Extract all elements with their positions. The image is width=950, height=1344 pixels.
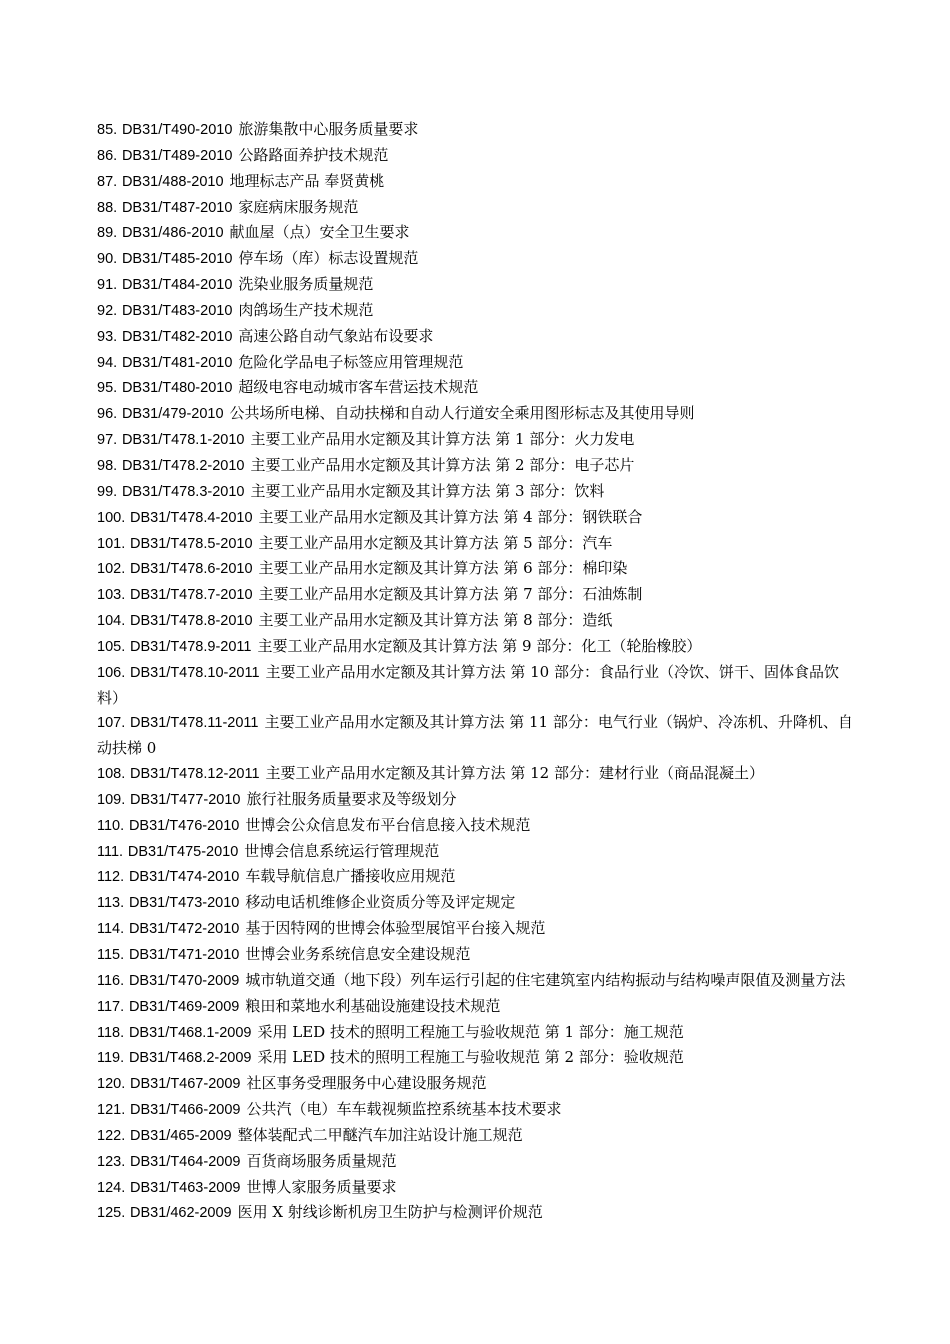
standard-title: 公共汽（电）车车载视频监控系统基本技术要求 [246, 1100, 562, 1119]
standard-title: 高速公路自动气象站布设要求 [238, 326, 434, 345]
standard-title: 主要工业产品用水定额及其计算方法 第 10 部分：食品行业（冷饮、饼干、固体食品饮料） [97, 662, 839, 707]
standard-title: 肉鸽场生产技术规范 [238, 300, 374, 319]
list-item [97, 761, 857, 787]
standard-title: 主要工业产品用水定额及其计算方法 第 12 部分：建材行业（商品混凝土） [265, 764, 764, 783]
standard-code: DB31/T480-2010 [121, 380, 233, 397]
standard-title: 主要工业产品用水定额及其计算方法 第 4 部分：钢铁联合 [258, 507, 643, 526]
standard-code: DB31/T471-2010 [128, 947, 240, 963]
list-item [97, 787, 857, 813]
standard-title: 整体装配式二甲醚汽车加注站设计施工规范 [237, 1125, 523, 1144]
list-item [97, 220, 857, 246]
standard-title: 旅行社服务质量要求及等级划分 [246, 789, 457, 808]
item-number: 122. [97, 1127, 126, 1144]
list-item [97, 427, 857, 453]
standard-code: DB31/T478.9-2011 [130, 638, 252, 655]
standard-title: 主要工业产品用水定额及其计算方法 第 3 部分：饮料 [250, 481, 605, 500]
standard-code: DB31/T478.4-2010 [130, 509, 253, 526]
standard-title: 洗染业服务质量规范 [238, 275, 374, 294]
standard-code: DB31/T478.8-2010 [130, 613, 253, 630]
standards-list [97, 117, 857, 1226]
item-number: 111. [97, 843, 124, 860]
item-number: 92. [97, 302, 118, 319]
item-number: 93. [97, 328, 118, 345]
standard-code: DB31/T467-2009 [130, 1076, 241, 1093]
item-number: 109. [97, 791, 126, 808]
list-item [97, 246, 857, 272]
item-number: 100. [97, 509, 126, 526]
item-number: 108. [97, 766, 126, 783]
item-number: 94. [97, 354, 118, 371]
standard-title: 地理标志产品 奉贤黄桃 [229, 171, 385, 190]
standard-code: DB31/T474-2010 [128, 869, 240, 886]
standard-code: DB31/T478.2-2010 [121, 457, 245, 474]
list-item [97, 556, 857, 582]
standard-code: DB31/T487-2010 [121, 199, 233, 216]
list-item [97, 634, 857, 660]
item-number: 96. [97, 406, 118, 423]
item-number: 101. [97, 535, 126, 552]
list-item [97, 324, 857, 350]
item-number: 91. [97, 277, 118, 294]
standard-code: DB31/T478.10-2011 [130, 664, 260, 681]
list-item [97, 1097, 857, 1123]
list-item [97, 582, 857, 608]
item-number: 90. [97, 251, 118, 268]
list-item [97, 479, 857, 505]
list-item [97, 839, 857, 865]
standard-title: 主要工业产品用水定额及其计算方法 第 8 部分：造纸 [258, 611, 613, 630]
list-item [97, 401, 857, 427]
standard-title: 主要工业产品用水定额及其计算方法 第 1 部分：火力发电 [250, 430, 635, 449]
standard-title: 主要工业产品用水定额及其计算方法 第 2 部分：电子芯片 [250, 455, 635, 474]
standard-title: 主要工业产品用水定额及其计算方法 第 5 部分：汽车 [258, 533, 613, 552]
item-number: 105. [97, 638, 126, 655]
item-number: 106. [97, 664, 126, 681]
standard-title: 超级电容电动城市客车营运技术规范 [238, 378, 479, 397]
list-item [97, 272, 857, 298]
item-number: 114. [97, 921, 125, 938]
standard-code: DB31/T473-2010 [128, 895, 240, 912]
list-item [97, 169, 857, 195]
list-item [97, 916, 857, 942]
standard-code: DB31/T463-2009 [130, 1179, 241, 1196]
standard-code: DB31/T478.7-2010 [130, 587, 253, 604]
list-item [97, 195, 857, 221]
list-item [97, 375, 857, 401]
standard-code: DB31/T478.12-2011 [130, 766, 260, 783]
standard-code: DB31/T478.5-2010 [130, 535, 253, 552]
standard-title: 医用 X 射线诊断机房卫生防护与检测评价规范 [237, 1203, 543, 1222]
standard-title: 采用 LED 技术的照明工程施工与验收规范 第 2 部分：验收规范 [257, 1048, 684, 1067]
item-number: 123. [97, 1153, 126, 1170]
item-number: 113. [97, 895, 125, 912]
standard-title: 主要工业产品用水定额及其计算方法 第 9 部分：化工（轮胎橡胶） [257, 636, 702, 655]
standard-title: 公路路面养护技术规范 [238, 145, 389, 164]
item-number: 107. [97, 715, 126, 732]
list-item [97, 1020, 857, 1046]
item-number: 99. [97, 483, 118, 500]
item-number: 120. [97, 1076, 126, 1093]
list-item [97, 1071, 857, 1097]
list-item [97, 1045, 857, 1071]
item-number: 112. [97, 869, 125, 886]
standard-title: 百货商场服务质量规范 [246, 1151, 397, 1170]
standard-code: DB31/T478.6-2010 [130, 561, 253, 578]
standard-code: DB31/T475-2010 [127, 843, 239, 860]
item-number: 86. [97, 147, 118, 164]
list-item [97, 1149, 857, 1175]
standard-code: DB31/479-2010 [121, 406, 224, 423]
item-number: 121. [97, 1102, 126, 1119]
standard-title: 公共场所电梯、自动扶梯和自动人行道安全乘用图形标志及其使用导则 [229, 404, 695, 423]
standard-title: 采用 LED 技术的照明工程施工与验收规范 第 1 部分：施工规范 [257, 1022, 684, 1041]
standard-title: 粮田和菜地水利基础设施建设技术规范 [245, 996, 501, 1015]
item-number: 95. [97, 380, 118, 397]
standard-code: DB31/T464-2009 [130, 1153, 241, 1170]
standard-code: DB31/T489-2010 [121, 147, 233, 164]
list-item [97, 710, 857, 761]
standard-code: DB31/T476-2010 [128, 817, 240, 834]
item-number: 115. [97, 947, 125, 963]
list-item [97, 505, 857, 531]
standard-title: 世博人家服务质量要求 [246, 1177, 397, 1196]
list-item [97, 890, 857, 916]
list-item [97, 1175, 857, 1201]
list-item [97, 994, 857, 1020]
item-number: 124. [97, 1179, 126, 1196]
standard-code: DB31/488-2010 [121, 173, 224, 190]
standard-title: 世博会业务系统信息安全建设规范 [245, 945, 471, 963]
item-number: 103. [97, 587, 126, 604]
item-number: 118. [97, 1024, 125, 1041]
standard-title: 城市轨道交通（地下段）列车运行引起的住宅建筑室内结构振动与结构噪声限值及测量方法 [245, 970, 846, 989]
standard-code: DB31/T472-2010 [128, 921, 240, 938]
standard-code: DB31/T482-2010 [121, 328, 233, 345]
list-item [97, 117, 857, 143]
standard-title: 社区事务受理服务中心建设服务规范 [246, 1074, 487, 1093]
standard-title: 主要工业产品用水定额及其计算方法 第 7 部分：石油炼制 [258, 585, 643, 604]
standard-code: DB31/T485-2010 [121, 251, 233, 268]
standard-code: DB31/T478.1-2010 [121, 432, 245, 449]
standard-title: 停车场（库）标志设置规范 [238, 249, 419, 268]
list-item [97, 608, 857, 634]
standard-title: 基于因特网的世博会体验型展馆平台接入规范 [245, 919, 546, 938]
standard-title: 献血屋（点）安全卫生要求 [229, 223, 410, 242]
list-item [97, 453, 857, 479]
standard-code: DB31/T466-2009 [130, 1102, 241, 1119]
list-item [97, 143, 857, 169]
standard-code: DB31/486-2010 [121, 225, 224, 242]
list-item [97, 660, 857, 711]
list-item [97, 864, 857, 890]
list-item [97, 1200, 857, 1226]
list-item [97, 942, 857, 968]
item-number: 88. [97, 199, 118, 216]
standard-title: 旅游集散中心服务质量要求 [238, 120, 419, 138]
list-item [97, 1123, 857, 1149]
list-item [97, 813, 857, 839]
list-item [97, 531, 857, 557]
standard-title: 移动电话机维修企业资质分等及评定规定 [245, 893, 516, 912]
standard-code: DB31/T481-2010 [121, 354, 233, 371]
item-number: 87. [97, 173, 118, 190]
standard-title: 主要工业产品用水定额及其计算方法 第 6 部分：棉印染 [258, 559, 628, 578]
standard-code: DB31/462-2009 [130, 1205, 232, 1222]
standard-code: DB31/465-2009 [130, 1127, 232, 1144]
item-number: 119. [97, 1050, 125, 1067]
item-number: 98. [97, 457, 118, 474]
item-number: 110. [97, 817, 125, 834]
standard-code: DB31/T478.3-2010 [121, 483, 245, 500]
item-number: 125. [97, 1205, 126, 1222]
standard-code: DB31/T478.11-2011 [130, 715, 259, 732]
standard-title: 世博会信息系统运行管理规范 [244, 841, 440, 860]
standard-title: 危险化学品电子标签应用管理规范 [238, 352, 464, 371]
standard-code: DB31/T468.2-2009 [128, 1050, 252, 1067]
item-number: 89. [97, 225, 118, 242]
standard-title: 世博会公众信息发布平台信息接入技术规范 [245, 815, 531, 834]
standard-code: DB31/T469-2009 [128, 998, 240, 1015]
standard-code: DB31/T470-2009 [128, 972, 240, 989]
standard-title: 车载导航信息广播接收应用规范 [245, 867, 456, 886]
list-item [97, 298, 857, 324]
list-item [97, 350, 857, 376]
item-number: 116. [97, 972, 125, 989]
item-number: 104. [97, 613, 126, 630]
list-item [97, 968, 857, 994]
standard-title: 家庭病床服务规范 [238, 197, 359, 216]
standard-title: 主要工业产品用水定额及其计算方法 第 11 部分：电气行业（锅炉、冷冻机、升降机、自动扶梯 0 [97, 713, 853, 758]
standard-code: DB31/T490-2010 [121, 122, 233, 138]
item-number: 102. [97, 561, 126, 578]
item-number: 117. [97, 998, 125, 1015]
standard-code: DB31/T468.1-2009 [128, 1024, 252, 1041]
item-number: 97. [97, 432, 118, 449]
item-number: 85. [97, 122, 118, 138]
standard-code: DB31/T484-2010 [121, 277, 233, 294]
standard-code: DB31/T483-2010 [121, 302, 233, 319]
standard-code: DB31/T477-2010 [130, 791, 241, 808]
